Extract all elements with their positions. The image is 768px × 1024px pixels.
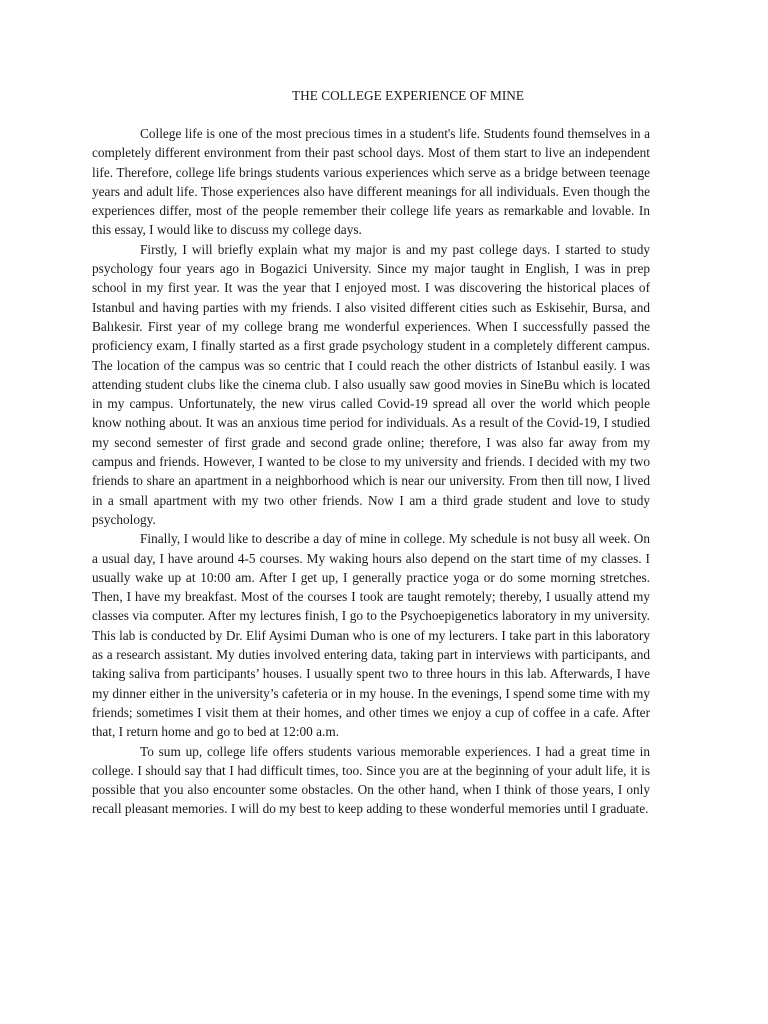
paragraph-conclusion: To sum up, college life offers students various memorable experiences. I had a great time in college. I should say that I had difficult times, too. Since you are at the beginning of your adult life, it is possible that you also encounter some obstacles. On the other hand, when I think of those years, I only recall pleasant memories. I will do my best to keep adding to these wonderful memories until I graduate. xyxy=(92,743,650,817)
document-body xyxy=(92,124,650,819)
document-title: THE COLLEGE EXPERIENCE OF MINE xyxy=(292,88,524,103)
paragraph-introduction: College life is one of the most precious times in a student's life. Students found themselves in a completely different environment from their past school days. Most of them start to live an independent life. Therefore, college life brings students various experiences which serve as a bridge between teenage years and adult life. Those experiences also have different meanings for all individuals. Even though the experiences differ, most of the people remember their college life years as remarkable and lovable. In this essay, I would like to discuss my college days. xyxy=(92,126,650,238)
paragraph-daily-routine: Finally, I would like to describe a day of mine in college. My schedule is not busy all week. On a usual day, I have around 4-5 courses. My waking hours also depend on the start time of my classes. I usually wake up at 10:00 am. After I get up, I generally practice yoga or do some morning stretches. Then, I have my breakfast. Most of the courses I took are taught remotely; thereby, I usually attend my classes via computer. After my lectures finish, I go to the Psychoepigenetics laboratory in my university. This lab is conducted by Dr. Elif Aysimi Duman who is one of my lecturers. I take part in this laboratory as a research assistant. My duties involved entering data, taking part in interviews with participants, and taking saliva from participants’ houses. I usually spent two to three hours in this lab. Afterwards, I have my dinner either in the university’s cafeteria or in my house. In the evenings, I spend some time with my friends; sometimes I visit them at their homes, and other times we enjoy a cup of coffee in a cafe. After that, I return home and go to bed at 12:00 a.m. xyxy=(92,531,650,740)
paragraph-major-and-past: Firstly, I will briefly explain what my major is and my past college days. I started to study psychology four years ago in Bogazici University. Since my major taught in English, I was in prep school in my first year. It was the year that I enjoyed most. I was discovering the historical places of Istanbul and having parties with my friends. I also visited different cities such as Eskisehir, Bursa, and Balıkesir. First year of my college brang me wonderful experiences. When I successfully passed the proficiency exam, I finally started as a first grade psychology student in a completely different campus. The location of the campus was so centric that I could reach the other districts of Istanbul easily. I was attending student clubs like the cinema club. I also usually saw good movies in SineBu which is located in my campus. Unfortunately, the new virus called Covid-19 spread all over the world which people know nothing about. It was an anxious time period for individuals. As a result of the Covid-19, I studied my second semester of first grade and second grade online; therefore, I was also far away from my campus and friends. However, I wanted to be close to my university and friends. I decided with my two friends to share an apartment in a neighborhood which is near our university. From then till now, I lived in a small apartment with my two other friends. Now I am a third grade student and love to study psychology. xyxy=(92,241,650,527)
